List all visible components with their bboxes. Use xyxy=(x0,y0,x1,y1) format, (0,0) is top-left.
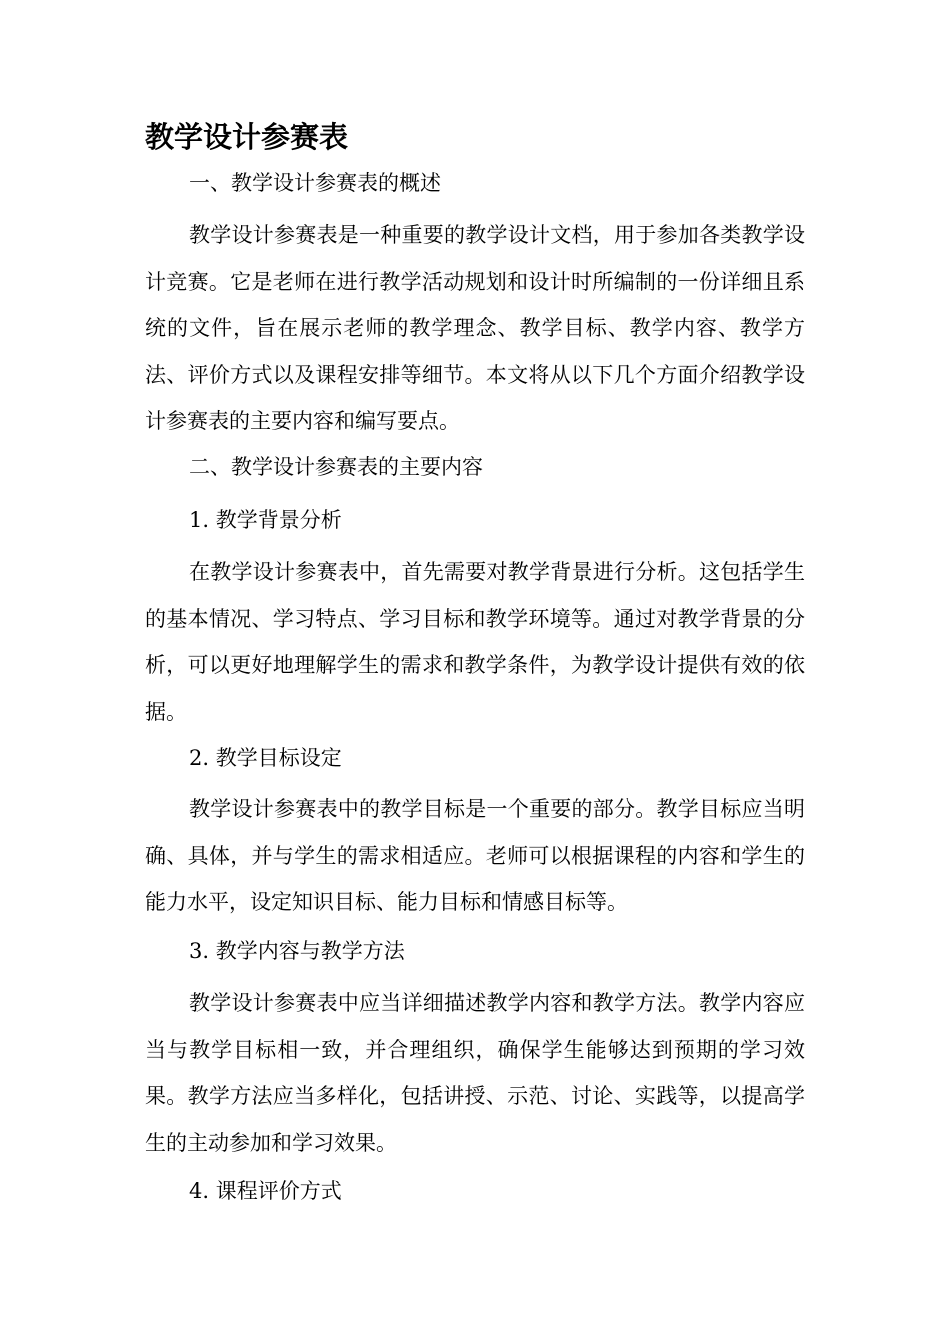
paragraph-background: 在教学设计参赛表中，首先需要对教学背景进行分析。这包括学生的基本情况、学习特点、学习目标和教学环境等。通过对教学背景的分析，可以更好地理解学生的需求和教学条件，为教学设计提供有效的依据。 xyxy=(145,560,805,724)
subsection-heading-evaluation: 4. 课程评价方式 xyxy=(189,1179,342,1203)
paragraph-overview: 教学设计参赛表是一种重要的教学设计文档，用于参加各类教学设计竞赛。它是老师在进行教学活动规划和设计时所编制的一份详细且系统的文件，旨在展示老师的教学理念、教学目标、教学内容、教学方法、评价方式以及课程安排等细节。本文将从以下几个方面介绍教学设计参赛表的主要内容和编写要点。 xyxy=(145,223,805,433)
subsection-heading-objectives: 2. 教学目标设定 xyxy=(189,746,342,770)
subsection-heading-content-methods: 3. 教学内容与教学方法 xyxy=(189,939,405,963)
section-heading-overview: 一、教学设计参赛表的概述 xyxy=(189,171,441,195)
paragraph-objectives: 教学设计参赛表中的教学目标是一个重要的部分。教学目标应当明确、具体，并与学生的需求相适应。老师可以根据课程的内容和学生的能力水平，设定知识目标、能力目标和情感目标等。 xyxy=(145,797,805,914)
subsection-heading-background: 1. 教学背景分析 xyxy=(189,508,342,532)
document-title: 教学设计参赛表 xyxy=(145,120,349,154)
section-heading-main-content: 二、教学设计参赛表的主要内容 xyxy=(189,455,483,479)
paragraph-content-methods: 教学设计参赛表中应当详细描述教学内容和教学方法。教学内容应当与教学目标相一致，并合理组织，确保学生能够达到预期的学习效果。教学方法应当多样化，包括讲授、示范、讨论、实践等，以提高学生的主动参加和学习效果。 xyxy=(145,991,805,1155)
